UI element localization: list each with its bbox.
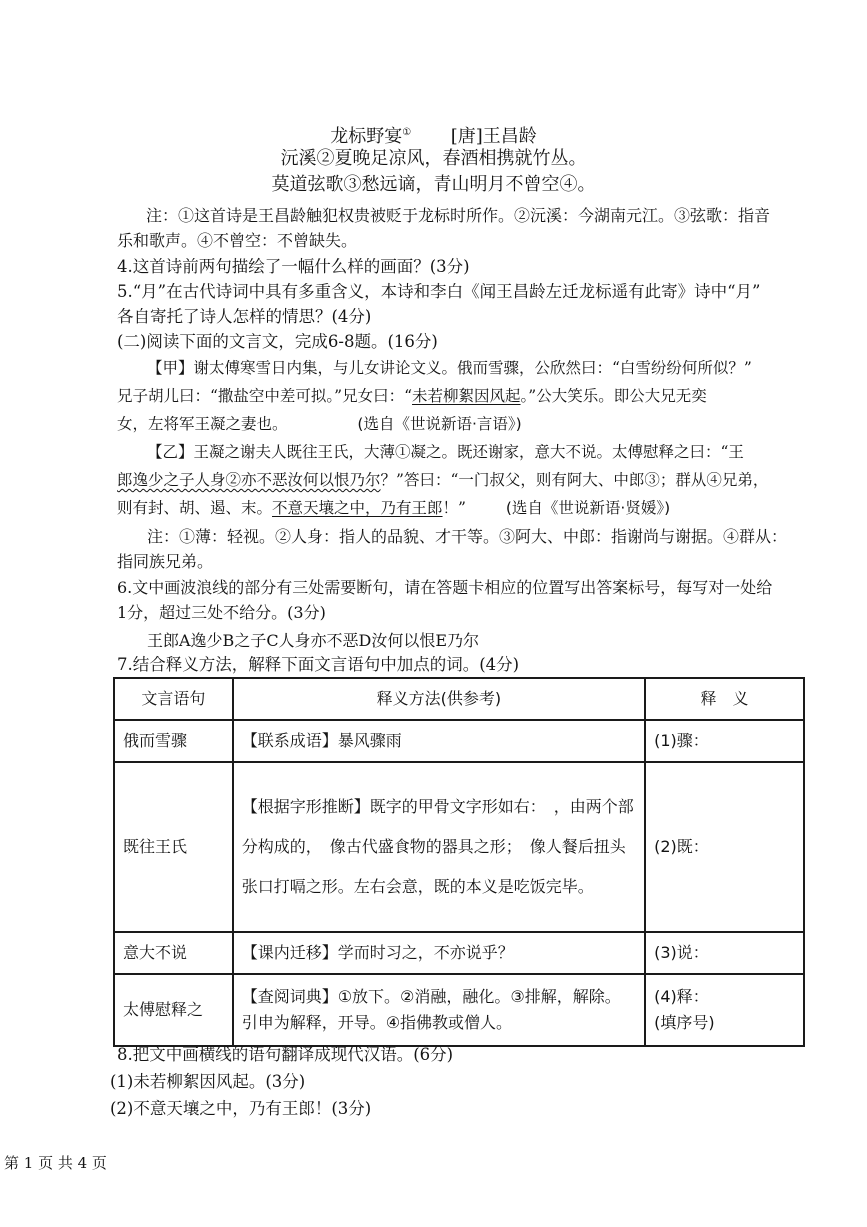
- poem-author: [唐]王昌龄: [450, 126, 537, 147]
- passage-jia-line-2a: 兄子胡儿曰：“撒盐空中差可拟。”兄女曰：“: [117, 387, 413, 405]
- question-5-line-1: 5.“月”在古代诗词中具有多重含义，本诗和李白《闻王昌龄左迁龙标遥有此寄》诗中“月”: [117, 282, 761, 301]
- section-2-heading: (二)阅读下面的文言文，完成6-8题。(16分): [117, 332, 438, 351]
- question-6-line-2: 1分，超过三处不给分。(3分): [117, 603, 326, 622]
- poem-title-line: [0, 122, 867, 148]
- table-cell-method: 【根据字形推断】既字的甲骨文字形如右： ，由两个部分构成的， 像古代盛食物的器具之形； 像人餐后扭头张口打嗝之形。左右会意，既的本义是吃饭完毕。: [233, 762, 645, 932]
- table-row: [114, 762, 804, 932]
- table-cell-meaning: (2)既：: [645, 762, 804, 932]
- table-row: [114, 720, 804, 762]
- poem-title: 龙标野宴: [330, 126, 403, 147]
- table-cell-meaning: (3)说：: [645, 932, 804, 974]
- underlined-sentence-2: 不意天壤之中，乃有王郎: [272, 499, 443, 517]
- table-cell-sentence: 俄而雪骤: [114, 720, 233, 762]
- poem-line-2: 莫道弦歌③愁远谪，青山明月不曾空④。: [271, 174, 596, 195]
- table-cell-sentence: 太傅慰释之: [114, 974, 233, 1046]
- poem-notes-line-2: 乐和歌声。④不曾空：不曾缺失。: [117, 231, 358, 250]
- table-header-sentence: 文言语句: [114, 678, 233, 720]
- poem-title-note: ①: [402, 127, 412, 138]
- table-cell-meaning: (1)骤：: [645, 720, 804, 762]
- table-cell-method: 【联系成语】暴风骤雨: [233, 720, 645, 762]
- table-cell-meaning-line-2: (填序号): [654, 1013, 715, 1032]
- passage-notes-line-1: 注：①薄：轻视。②人身：指人的品貌、才干等。③阿大、中郎：指谢尚与谢据。④群从：: [147, 527, 788, 546]
- passage-jia-line-2: [117, 385, 707, 407]
- table-cell-method: 【查阅词典】①放下。②消融，融化。③排解，解除。引申为解释，开导。④指佛教或僧人。: [233, 974, 645, 1046]
- passage-jia-line-2c: 。”公大笑乐。即公大兄无奕: [520, 387, 707, 405]
- passage-jia-source: (选自《世说新语·言语》): [357, 415, 522, 433]
- question-4: 4.这首诗前两句描绘了一幅什么样的画面？(3分): [117, 257, 470, 276]
- passage-yi-line-3a: 则有封、胡、遏、末。: [117, 499, 273, 517]
- table-cell-sentence: 既往王氏: [114, 762, 233, 932]
- question-5-line-2: 各自寄托了诗人怎样的情思？(4分): [117, 307, 372, 326]
- table-cell-meaning: [645, 974, 804, 1046]
- passage-jia-line-1: 【甲】谢太傅寒雪日内集，与儿女讲论文义。俄而雪骤，公欣然曰：“白雪纷纷何所似？”: [147, 359, 752, 377]
- passage-jia-line-3-text: 女，左将军王凝之妻也。: [117, 415, 288, 433]
- question-6-options: 王郎A逸少B之子C人身亦不恶D汝何以恨E乃尔: [147, 631, 480, 650]
- question-8-item-2: (2)不意天壤之中，乃有王郎！(3分): [110, 1099, 372, 1118]
- passage-yi-line-2: [117, 469, 768, 491]
- question-8: 8.把文中画横线的语句翻译成现代汉语。(6分): [117, 1045, 454, 1064]
- poem-notes-line-1: 注：①这首诗是王昌龄触犯权贵被贬于龙标时所作。②沅溪：今湖南元江。③弦歌：指音: [146, 206, 771, 225]
- table-cell-meaning-line-1: (4)释：: [654, 987, 709, 1006]
- question-8-item-1: (1)未若柳絮因风起。(3分): [110, 1072, 306, 1091]
- table-header-meaning: 释 义: [645, 678, 804, 720]
- table-cell-sentence: 意大不说: [114, 932, 233, 974]
- passage-yi-line-1: 【乙】王凝之谢夫人既往王氏，大薄①凝之。既还谢家，意大不说。太傅慰释之曰：“王: [147, 443, 744, 461]
- underlined-sentence-1: 未若柳絮因风起: [412, 387, 521, 405]
- table-header-method: 释义方法(供参考): [233, 678, 645, 720]
- question-7: 7.结合释义方法，解释下面文言语句中加点的词。(4分): [117, 655, 520, 674]
- page-footer: 第 1 页 共 4 页: [4, 1154, 107, 1172]
- table-cell-method: 【课内迁移】学而时习之，不亦说乎？: [233, 932, 645, 974]
- table-row: [114, 974, 804, 1046]
- explanation-table: [113, 677, 805, 1047]
- passage-notes-line-2: 指同族兄弟。: [117, 552, 214, 571]
- passage-yi-source: (选自《世说新语·贤媛》): [505, 499, 671, 517]
- passage-yi-line-2b: ？”答曰：“一门叔父，则有阿大、中郎③；群从④兄弟，: [380, 471, 769, 489]
- question-6-line-1: 6.文中画波浪线的部分有三处需要断句，请在答题卡相应的位置写出答案标号，每写对一处给: [117, 578, 773, 597]
- table-header-row: [114, 678, 804, 720]
- passage-yi-line-3: [117, 497, 670, 519]
- table-row: [114, 932, 804, 974]
- wavy-line-sentence: 郎逸少之子人身②亦不恶汝何以恨乃尔: [117, 471, 381, 489]
- passage-yi-line-3c: ！”: [442, 499, 466, 517]
- passage-jia-line-3: [117, 413, 522, 435]
- poem-line-1: 沅溪②夏晚足凉风，春酒相携就竹丛。: [280, 148, 587, 169]
